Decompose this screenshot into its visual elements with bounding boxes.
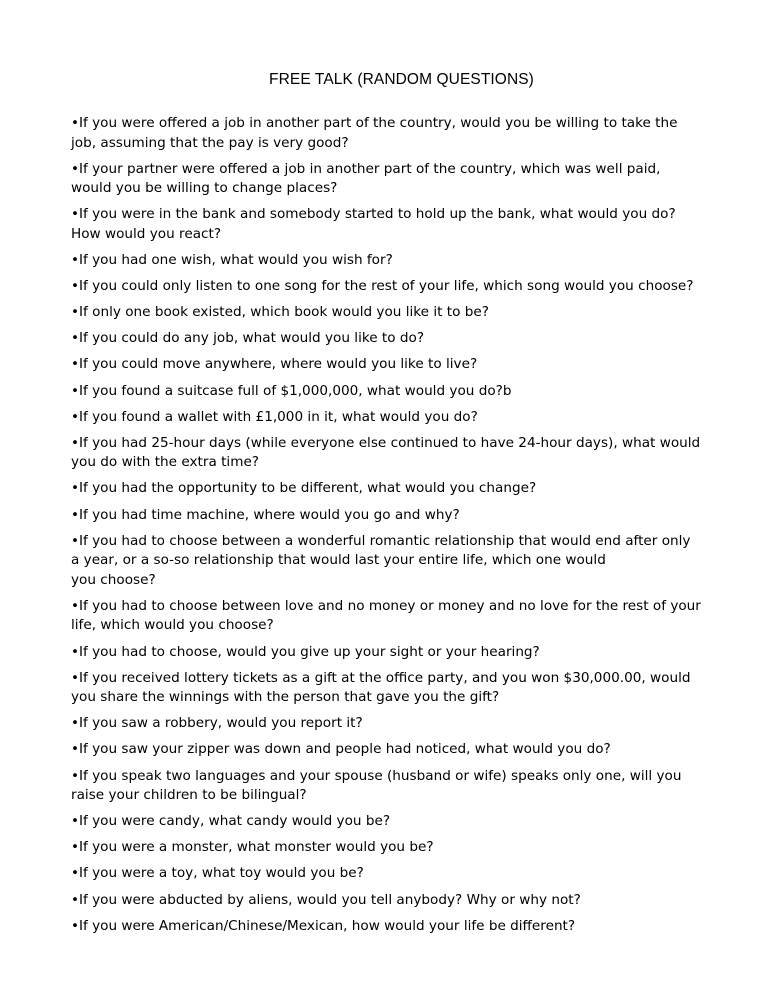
question-item [71,532,708,591]
question-item [71,506,708,526]
question-line: •If you found a wallet with £1,000 in it, what would you do? [71,408,478,425]
question-item [71,740,708,760]
question-item [71,303,708,323]
question-line: job, assuming that the pay is very good? [71,134,349,151]
question-line: you do with the extra time? [71,454,260,471]
question-line: •If you had 25-hour days (while everyone else continued to have 24-hour days), what would [71,434,701,451]
question-line: raise your children to be bilingual? [71,787,307,804]
question-line: •If you had the opportunity to be different, what would you change? [71,480,537,497]
question-item [71,714,708,734]
question-line: •If you were candy, what candy would you be? [71,813,391,830]
question-line: •If your partner were offered a job in another part of the country, which was well paid, [71,160,661,177]
question-line: •If you received lottery tickets as a gift at the office party, and you won $30,000.00, would [71,669,691,686]
question-item [71,597,708,636]
question-line: •If only one book existed, which book would you like it to be? [71,304,489,321]
question-item [71,838,708,858]
question-item [71,329,708,349]
question-item [71,114,708,153]
question-line: •If you were American/Chinese/Mexican, how would your life be different? [71,917,576,934]
question-line: •If you were a toy, what toy would you be? [71,865,364,882]
question-item [71,767,708,806]
question-list [71,114,708,936]
question-line: •If you had time machine, where would you go and why? [71,506,460,523]
question-line: •If you had to choose between love and no money or money and no love for the rest of your [71,597,701,614]
question-line: •If you found a suitcase full of $1,000,000, what would you do?b [71,382,512,399]
question-line: would you be willing to change places? [71,180,338,197]
question-line: •If you had to choose between a wonderful romantic relationship that would end after only [71,532,691,549]
question-item [71,643,708,663]
question-line: •If you could move anywhere, where would you like to live? [71,356,478,373]
question-item [71,205,708,244]
question-item [71,864,708,884]
question-item [71,917,708,937]
question-line: How would you react? [71,225,222,242]
question-line: you choose? [71,571,156,588]
question-line: •If you saw your zipper was down and people had noticed, what would you do? [71,741,611,758]
question-item [71,382,708,402]
question-line: •If you had one wish, what would you wish for? [71,252,393,269]
question-item [71,277,708,297]
question-line: you share the winnings with the person that gave you the gift? [71,689,500,706]
question-item [71,251,708,271]
page-title: FREE TALK (RANDOM QUESTIONS) [269,71,534,88]
question-item [71,408,708,428]
question-item [71,479,708,499]
question-line: •If you were a monster, what monster would you be? [71,839,434,856]
question-item [71,891,708,911]
question-line: •If you could do any job, what would you like to do? [71,330,425,347]
question-item [71,434,708,473]
question-item [71,812,708,832]
question-line: a year, or a so-so relationship that would last your entire life, which one would [71,552,606,569]
question-line: •If you speak two languages and your spouse (husband or wife) speaks only one, will you [71,767,682,784]
question-line: •If you could only listen to one song for the rest of your life, which song would you choose? [71,278,694,295]
question-item [71,160,708,199]
question-line: life, which would you choose? [71,617,274,634]
question-item [71,355,708,375]
question-line: •If you were in the bank and somebody started to hold up the bank, what would you do? [71,206,676,223]
question-item [71,669,708,708]
question-line: •If you had to choose, would you give up your sight or your hearing? [71,643,540,660]
question-line: •If you saw a robbery, would you report it? [71,715,363,732]
question-line: •If you were abducted by aliens, would you tell anybody? Why or why not? [71,891,581,908]
question-line: •If you were offered a job in another part of the country, would you be willing to take the [71,115,678,131]
